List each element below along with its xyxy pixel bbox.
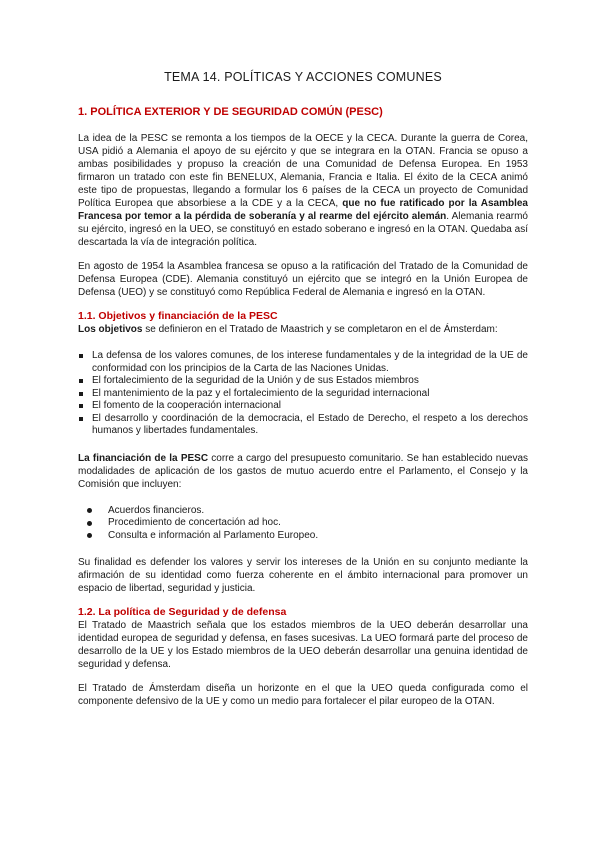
paragraph-origins	[78, 132, 528, 249]
section-heading-pesc: 1. POLÍTICA EXTERIOR Y DE SEGURIDAD COMÚN (PESC)	[78, 106, 383, 118]
list-item: Procedimiento de concertación ad hoc.	[78, 517, 528, 530]
financing-bold: La financiación de la PESC	[78, 452, 209, 464]
objectives-list	[78, 350, 528, 438]
paragraph-origins-bold: que no fue ratificado por la Asamblea Francesa por temor a la pérdida de soberanía y al rearme del ejército alemán	[78, 198, 528, 222]
subsection-heading-security: 1.2. La política de Seguridad y de defensa	[78, 606, 287, 618]
paragraph-purpose: Su finalidad es defender los valores y servir los intereses de la Unión en su conjunto mediante la afirmación de su identidad como fuerza coherente en el ámbito internacional para promover un espacio de libertad, seguridad y justicia.	[78, 557, 528, 594]
instruments-list	[78, 505, 528, 543]
list-item: El desarrollo y coordinación de la democracia, el Estado de Derecho, el respeto a los derechos humanos y libertades fundamentales.	[78, 413, 528, 438]
paragraph-financing	[78, 452, 528, 491]
list-item: La defensa de los valores comunes, de los interese fundamentales y de la integridad de la UE de conformidad con los principios de la Carta de las Naciones Unidas.	[78, 350, 528, 375]
paragraph-origins-text-a: La idea de la PESC se remonta a los tiempos de la OECE y la CECA. Durante la guerra de Corea, USA pidió a Alemania el apoyo de su ejército y que se integrara en la OTAN. Francia se opuso a ambas posibilidades y propuso la creación de una Comunidad de Defensa Europea. En 1953 firmaron un tratado con este fin BENELUX, Alemania, Francia e Italia. El éxito de la CECA animó este tipo de propuestas, llegando a formular los 6 países de la CECA un proyecto de Comunidad Política Europea que absorbiese a la CDE y a la CECA,	[78, 133, 528, 209]
paragraph-1954: En agosto de 1954 la Asamblea francesa se opuso a la ratificación del Tratado de la Comunidad de Defensa Europea (CDE). Alemania constituyó un ejército que se integró en la Unión Europea de Defensa (UEO) y se constituyó como República Federal de Alemania e ingresó en la OTAN.	[78, 261, 528, 298]
list-item: El fomento de la cooperación internacional	[78, 400, 528, 413]
list-item: Acuerdos financieros.	[78, 505, 528, 518]
page-title: TEMA 14. POLÍTICAS Y ACCIONES COMUNES	[164, 70, 442, 84]
financing-text: corre a cargo del presupuesto comunitario. Se han establecido nuevas modalidades de aplicación de los gastos de mutuo acuerdo entre el Parlamento, el Consejo y la Comisión que incluyen:	[78, 452, 529, 490]
list-item: El mantenimiento de la paz y el fortalecimiento de la seguridad internacional	[78, 388, 528, 401]
objectives-bold: Los objetivos	[78, 324, 143, 335]
subsection-heading-objectives: 1.1. Objetivos y financiación de la PESC	[78, 310, 278, 322]
objectives-intro-text: se definieron en el Tratado de Maastrich y se completaron en el de Ámsterdam:	[142, 324, 498, 335]
paragraph-origins-text-b: . Alemania rearmó su ejército, ingresó en la UEO, se constituyó en estado soberano e ingresó en la OTAN. Quedaba así descartada la vía de integración política.	[78, 211, 528, 248]
paragraph-amsterdam: El Tratado de Ámsterdam diseña un horizonte en el que la UEO queda configurada como el componente defensivo de la UE y como un medio para fortalecer el pilar europeo de la OTAN.	[78, 683, 528, 707]
document-page	[78, 70, 528, 708]
paragraph-maastricht: El Tratado de Maastrich señala que los estados miembros de la UEO deberán desarrollar una identidad europea de seguridad y defensa, en fases sucesivas. La UEO formará parte del proceso de desarrollo de la UE y los Estado miembros de la UEO deberán desarrollar una genuina identidad de seguridad y defensa.	[78, 620, 528, 670]
paragraph-objectives-intro	[78, 323, 528, 336]
list-item: El fortalecimiento de la seguridad de la Unión y de sus Estados miembros	[78, 375, 528, 388]
list-item: Consulta e información al Parlamento Europeo.	[78, 530, 528, 543]
